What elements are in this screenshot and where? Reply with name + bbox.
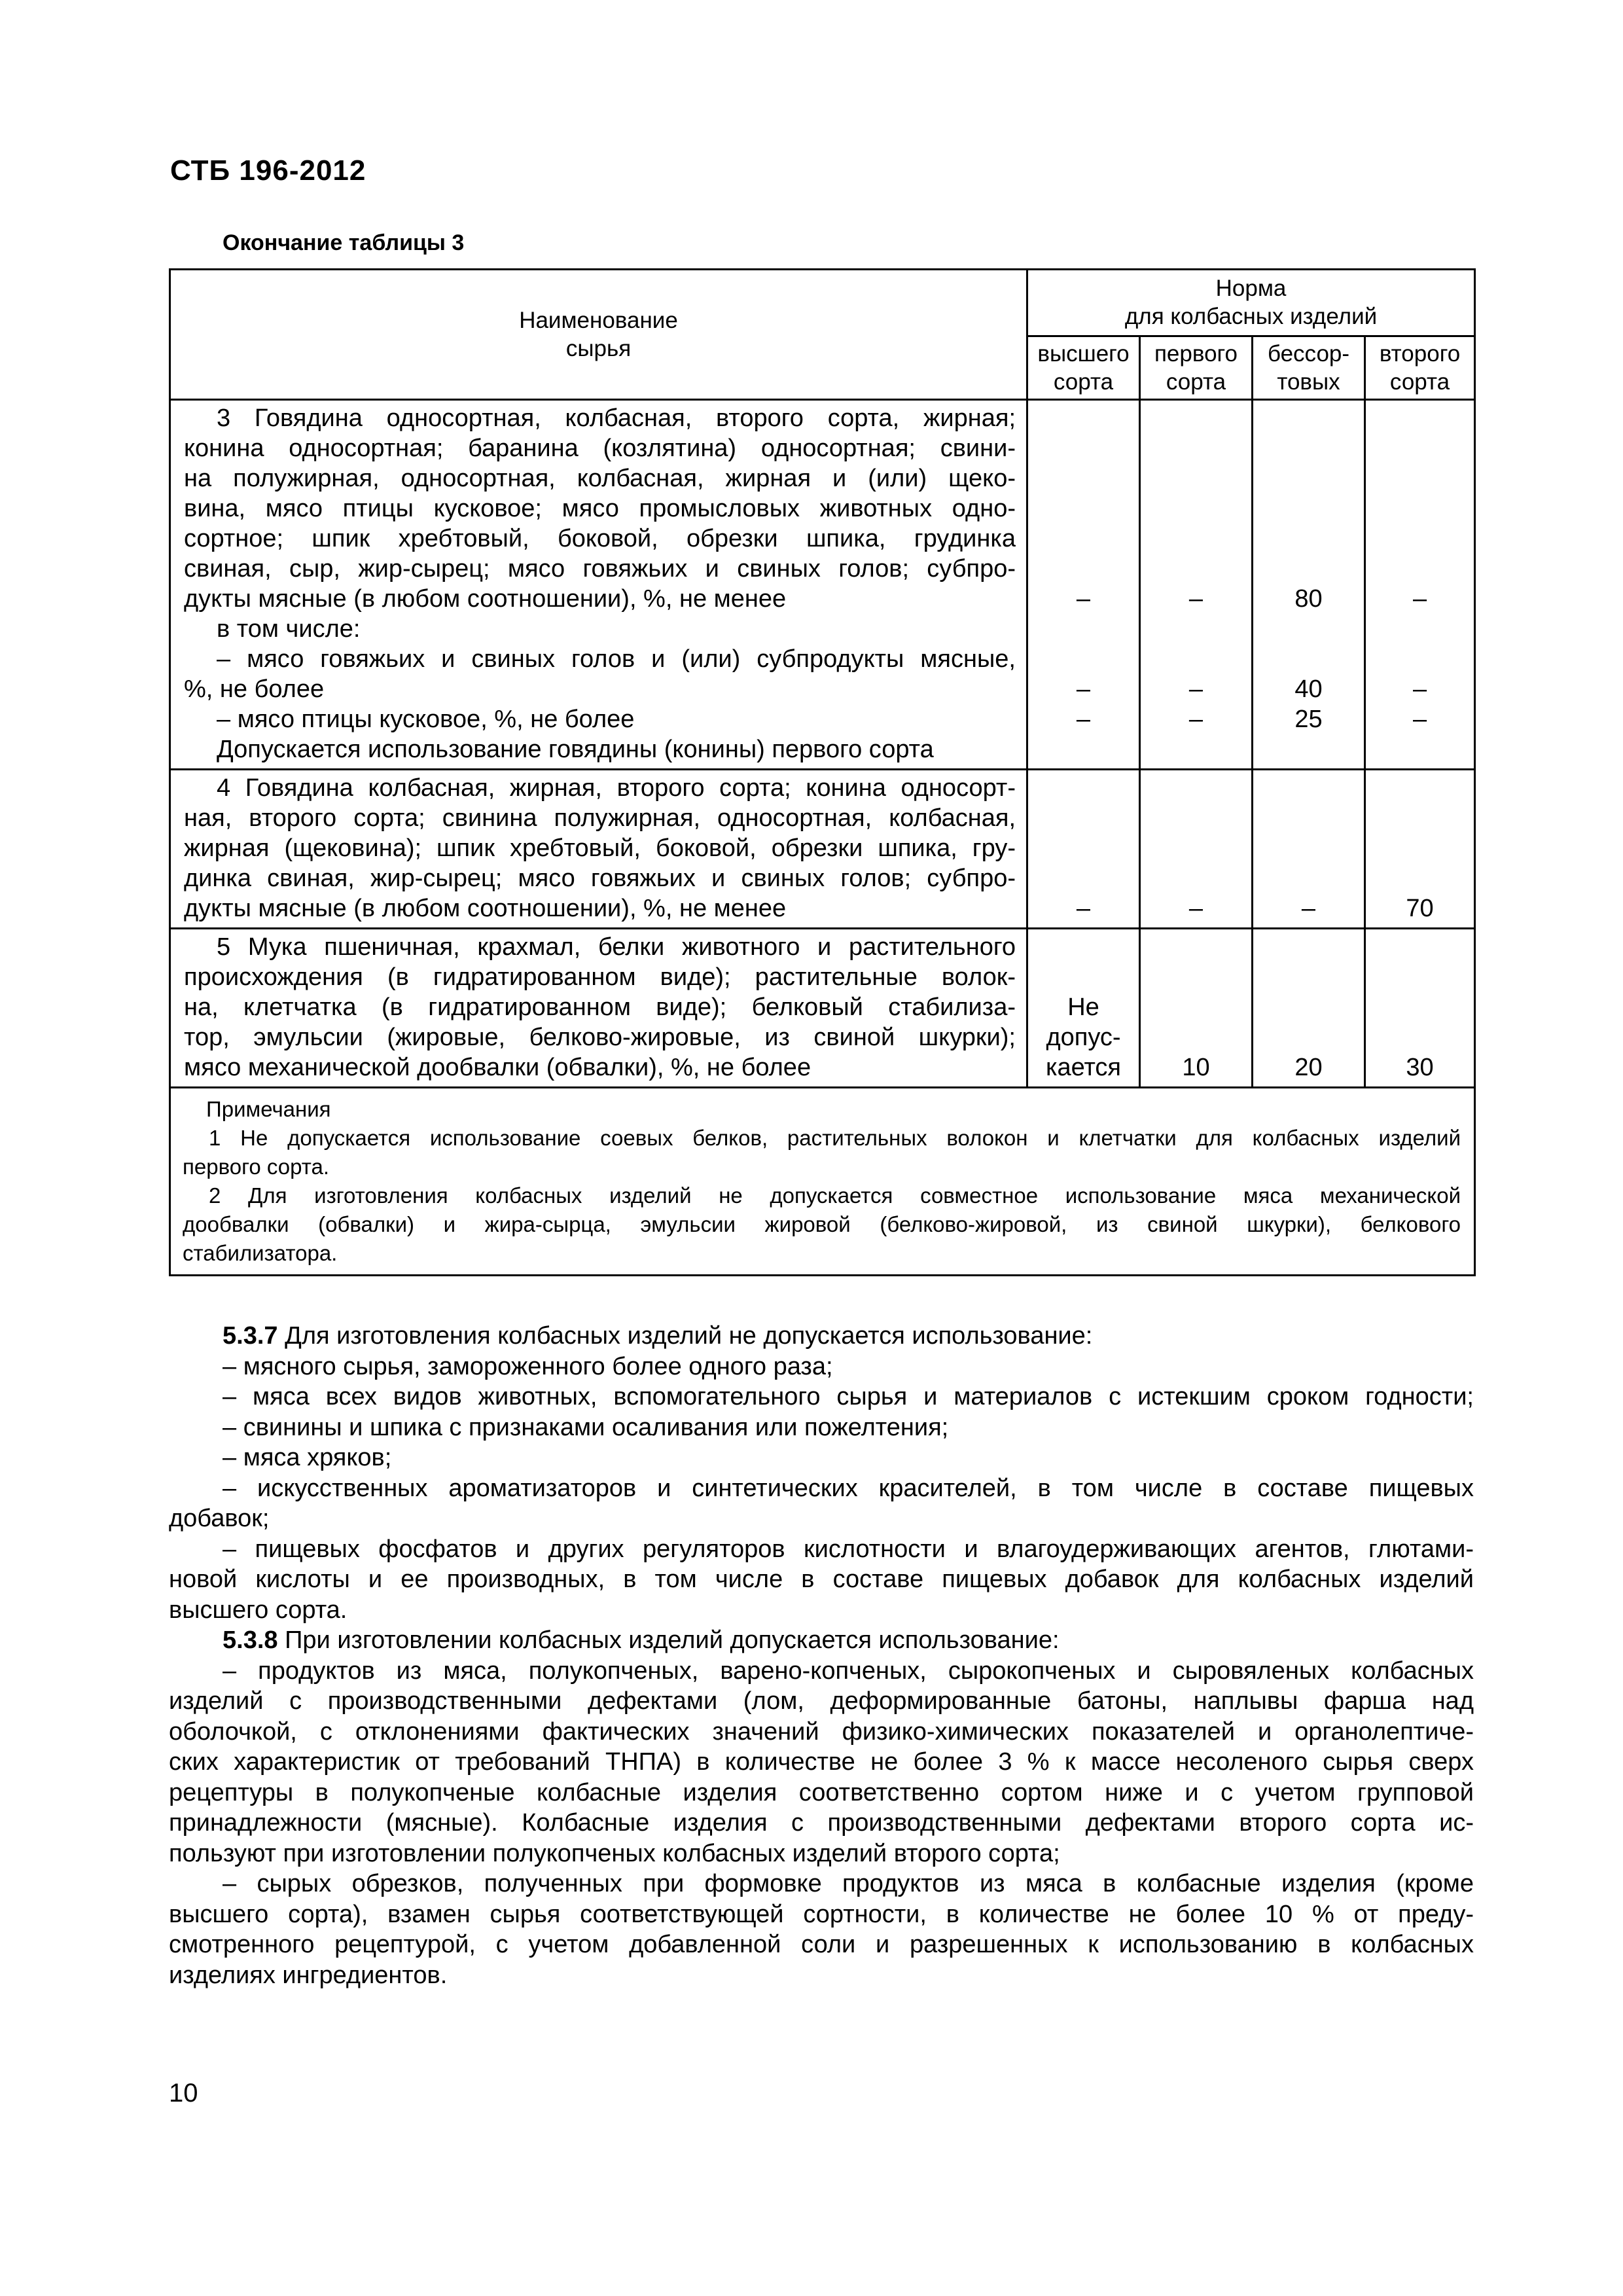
text-line: вина, мясо птицы кусковое; мясо промысловых животных одно- [184, 495, 1016, 522]
text-line: изделий с производственными дефектами (лом, деформированные батоны, наплывы фарша над [169, 1687, 1474, 1715]
text-line: – мясо птицы кусковое, %, не более [217, 706, 635, 733]
text-line: – свинины и шпика с признаками осаливания или пожелтения; [223, 1413, 949, 1441]
value [1028, 734, 1139, 764]
header-grade-ungraded [1253, 336, 1365, 400]
value [1141, 614, 1251, 644]
value [1366, 614, 1474, 644]
notes-row [170, 1088, 1475, 1276]
text-line: свиная, сыр, жир-сырец; мясо говяжьих и свиных голов; субпро- [184, 555, 1016, 583]
value: допус- [1046, 1024, 1121, 1051]
text-line: рецептуры в полукопченые колбасные изделия соответственно сортом ниже и с учетом групповой [169, 1778, 1474, 1806]
text-line: – мяса всех видов животных, вспомогательного сырья и материалов с истекшим сроком годности; [223, 1383, 1474, 1410]
value-cell-second [1365, 400, 1475, 770]
text-line: конина односортная; баранина (козлятина) односортная; свини- [184, 435, 1016, 462]
table-row [170, 400, 1475, 770]
text-line: на, клетчатка (в гидратированном виде); белковый стабилиза- [184, 994, 1016, 1021]
header-grade-line: сорта [1166, 369, 1226, 395]
value-cell-ungraded [1253, 929, 1365, 1088]
text-line: принадлежности (мясные). Колбасные изделия с производственными дефектами второго сорта ис- [169, 1809, 1474, 1837]
value: 25 [1294, 706, 1323, 733]
text-line: 4 Говядина колбасная, жирная, второго сорта; конина односорт- [217, 774, 1016, 802]
value-cell-ungraded [1253, 770, 1365, 929]
text-line: динка свиная, жир-сырец; мясо говяжьих и свиных голов; субпро- [184, 865, 1016, 892]
header-raw-material [170, 270, 1027, 400]
text-line: происхождения (в гидратированном виде); растительные волок- [184, 963, 1016, 991]
value-cell-ungraded [1253, 400, 1365, 770]
header-norm [1027, 270, 1475, 336]
text-line: – пищевых фосфатов и других регуляторов кислотности и влагоудерживающих агентов, глютами- [223, 1535, 1474, 1563]
raw-material-cell [170, 400, 1027, 770]
value [1366, 734, 1474, 764]
text-line: ная, второго сорта; свинина полужирная, односортная, колбасная, [184, 804, 1016, 832]
text-line: изделиях ингредиентов. [169, 1961, 448, 1989]
text-line: 5 Мука пшеничная, крахмал, белки животного и растительного [217, 933, 1016, 961]
text-line: – мясо говяжьих и свиных голов и (или) субпродукты мясные, [217, 645, 1016, 673]
table-row [170, 929, 1475, 1088]
note-line: стабилизатора. [183, 1241, 338, 1265]
value: 30 [1406, 1054, 1434, 1081]
section-number: 5.3.8 [223, 1626, 278, 1654]
raw-material-cell [170, 929, 1027, 1088]
header-grade-line: сорта [1053, 369, 1114, 395]
value: – [1188, 706, 1204, 733]
body-text [169, 1321, 1474, 1990]
value [1366, 644, 1474, 674]
value: – [1412, 585, 1427, 613]
value: – [1188, 675, 1204, 703]
value-cell-premium [1027, 400, 1140, 770]
text-line: – мясного сырья, замороженного более одного раза; [223, 1352, 833, 1380]
text-run: При изготовлении колбасных изделий допускается использование: [285, 1626, 1060, 1654]
header-grade-line: бессор- [1267, 341, 1350, 367]
header-grade-line: товых [1277, 369, 1340, 395]
text-line: на полужирная, односортная, колбасная, жирная и (или) щеко- [184, 465, 1016, 492]
header-grade-line: первого [1154, 341, 1238, 367]
text-line: высшего сорта. [169, 1596, 348, 1624]
value: 10 [1182, 1054, 1210, 1081]
text-line [169, 1625, 1474, 1656]
value [1141, 734, 1251, 764]
text-line: тор, эмульсии (жировые, белково-жировые, из свиной шкурки); [184, 1024, 1016, 1051]
text-line: %, не более [184, 675, 325, 703]
text-line: – искусственных ароматизаторов и синтетических красителей, в том числе в составе пищевых [223, 1474, 1474, 1502]
note-line: 1 Не допускается использование соевых белков, растительных волокон и клетчатки для колбасных изделий [209, 1126, 1461, 1150]
header-raw-material-line: сырья [565, 336, 632, 361]
text-line: смотренного рецептурой, с учетом добавленной соли и разрешенных к использованию в колбасных [169, 1931, 1474, 1958]
value-cell-second [1365, 929, 1475, 1088]
value: – [1076, 706, 1091, 733]
value [1141, 644, 1251, 674]
text-line: Допускается использование говядины (конины) первого сорта [217, 736, 934, 763]
value-cell-second [1365, 770, 1475, 929]
text-line: высшего сорта), взамен сырья соответствующей сортности, в количестве не более 10 % от преду- [169, 1900, 1474, 1928]
text-line: мясо механической дообвалки (обвалки), %, не более [184, 1054, 812, 1081]
text-line: ских характеристик от требований ТНПА) в количестве не более 3 % к массе несоленого сырья сверх [169, 1748, 1474, 1776]
header-grade-first [1140, 336, 1253, 400]
header-grade-line: сорта [1389, 369, 1450, 395]
text-line: сортное; шпик хребтовый, боковой, обрезки шпика, грудинка [184, 525, 1016, 552]
text-line: – продуктов из мяса, полукопченых, варено-копченых, сырокопченых и сыровяленых колбасных [223, 1657, 1474, 1685]
value: – [1188, 585, 1204, 613]
value: – [1076, 585, 1091, 613]
header-raw-material-line: Наименование [519, 308, 678, 333]
value [1028, 644, 1139, 674]
header-grade-premium [1027, 336, 1140, 400]
value: 70 [1406, 895, 1434, 922]
text-line: дукты мясные (в любом соотношении), %, не менее [184, 895, 787, 922]
text-line: дукты мясные (в любом соотношении), %, не менее [184, 585, 787, 613]
notes-title: Примечания [206, 1097, 331, 1121]
value [1253, 644, 1364, 674]
value: Не [1067, 994, 1099, 1021]
text-line: – мяса хряков; [223, 1444, 392, 1471]
text-line: – сырых обрезков, полученных при формовке продуктов из мяса в колбасные изделия (кроме [223, 1870, 1474, 1897]
raw-material-cell [170, 770, 1027, 929]
value-cell-first [1140, 770, 1253, 929]
value-cell-first [1140, 400, 1253, 770]
document-code: СТБ 196-2012 [170, 154, 366, 187]
header-grade-line: второго [1379, 341, 1461, 367]
value [1253, 614, 1364, 644]
text-line: добавок; [169, 1505, 270, 1532]
value: 80 [1294, 585, 1323, 613]
value: – [1076, 675, 1091, 703]
value: – [1076, 895, 1091, 922]
header-norm-line: для колбасных изделий [1124, 304, 1378, 329]
value: – [1301, 895, 1316, 922]
table-row [170, 770, 1475, 929]
header-grade-line: высшего [1037, 341, 1130, 367]
note-line: дообвалки (обвалки) и жира-сырца, эмульсии жировой (белково-жировой, из свиной шкурки), белкового [183, 1212, 1461, 1236]
value: – [1412, 706, 1427, 733]
section-number: 5.3.7 [223, 1322, 278, 1350]
note-line: 2 Для изготовления колбасных изделий не допускается совместное использование мяса механической [209, 1183, 1461, 1208]
norm-table [169, 268, 1476, 1276]
notes-cell [170, 1088, 1475, 1276]
value [1253, 734, 1364, 764]
text-line: 3 Говядина односортная, колбасная, второго сорта, жирная; [217, 404, 1016, 432]
value-cell-premium [1027, 929, 1140, 1088]
value: – [1412, 675, 1427, 703]
value: кается [1045, 1054, 1122, 1081]
text-line: оболочкой, с отклонениями фактических значений физико-химических показателей и органолептиче- [169, 1717, 1474, 1746]
text-line: новой кислоты и ее производных, в том числе в составе пищевых добавок для колбасных изделий [169, 1566, 1474, 1593]
header-grade-second [1365, 336, 1475, 400]
header-norm-line: Норма [1215, 276, 1287, 301]
text-line [169, 1321, 1474, 1352]
value: – [1188, 895, 1204, 922]
note-line: первого сорта. [183, 1155, 330, 1179]
value: 40 [1294, 675, 1323, 703]
value-cell-first [1140, 929, 1253, 1088]
text-run: Для изготовления колбасных изделий не допускается использование: [285, 1322, 1093, 1350]
table-caption: Окончание таблицы 3 [223, 230, 465, 255]
text-line: пользуют при изготовлении полукопченых колбасных изделий второго сорта; [169, 1839, 1060, 1867]
text-line: в том числе: [217, 615, 361, 643]
text-line: жирная (щековина); шпик хребтовый, боковой, обрезки шпика, гру- [184, 834, 1016, 862]
value-cell-premium [1027, 770, 1140, 929]
value: 20 [1294, 1054, 1323, 1081]
page-number: 10 [169, 2079, 198, 2108]
value [1028, 614, 1139, 644]
